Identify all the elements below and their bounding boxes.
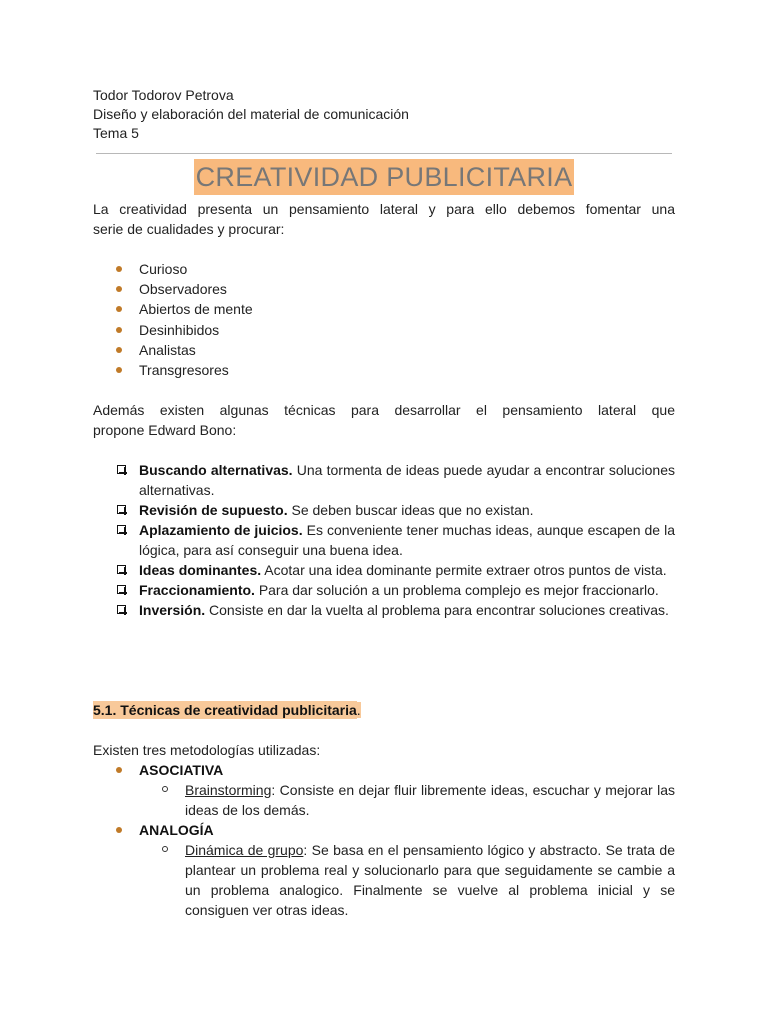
list-item-label: Observadores [139,281,227,298]
technique-item [93,600,675,620]
checkbox-icon [117,585,126,594]
bullet-icon [116,327,122,333]
technique-item [93,460,675,500]
technique-item [93,580,675,600]
intro-paragraph [93,199,675,239]
checkbox-icon [117,605,126,614]
bullet-icon [116,767,122,773]
topic-label: Tema 5 [93,125,139,141]
checkbox-icon [117,465,126,474]
technique-desc: Se deben buscar ideas que no existan. [291,502,534,518]
method-desc: : Se basa en el pensamiento lógico y abstracto. Se trata de plantear un problema real y solucionarlo para que seguidamente se cambie a un problema analogico. Finalmente se vuelve al problema inicial y se consiguen ver otras ideas. [185,842,675,918]
method-name: ANALOGÍA [139,822,214,838]
bullet-icon [116,286,122,292]
circle-bullet-icon [162,786,168,792]
checkbox-icon [117,505,126,514]
method-term: Brainstorming [185,782,272,798]
list-item-label: Curioso [139,261,188,277]
technique-term: Revisión de supuesto. [139,502,288,518]
list-item [93,320,253,340]
technique-term: Aplazamiento de juicios. [139,522,303,538]
method-desc: : Consiste en dejar fluir libremente ideas, escuchar y mejorar las ideas de los demás. [185,782,675,818]
technique-term: Buscando alternativas. [139,462,293,478]
technique-term: Ideas dominantes. [139,562,262,578]
bono-paragraph [93,400,675,440]
list-item [93,259,253,279]
technique-desc: Acotar una idea dominante permite extraer otros puntos de vista. [264,562,667,578]
method-heading [93,760,675,780]
document-header [93,86,675,143]
technique-item [93,560,675,580]
list-item [93,279,253,299]
bullet-icon [116,347,122,353]
section-heading-text: 5.1. Técnicas de creatividad publicitaria [93,702,357,718]
method-term: Dinámica de grupo [185,842,304,858]
method-detail [93,840,675,920]
list-item [93,299,253,319]
methodologies-intro: Existen tres metodologías utilizadas: [93,742,321,758]
header-divider [96,153,672,154]
techniques-list [93,460,675,620]
list-item-label: Analistas [139,341,196,358]
method-name: ASOCIATIVA [139,762,224,778]
bullet-icon [116,827,122,833]
bullet-icon [116,306,122,312]
technique-term: Inversión. [139,602,206,618]
list-item-label: Desinhibidos [139,321,220,338]
checkbox-icon [117,565,126,574]
list-item [93,340,253,360]
circle-bullet-icon [162,846,168,852]
technique-term: Fraccionamiento. [139,582,255,598]
page-title: CREATIVIDAD PUBLICITARIA [194,159,575,195]
methodologies [93,740,675,920]
list-item [93,360,253,380]
section-heading [93,699,361,721]
title-container [0,159,768,195]
technique-desc: Es conveniente tener muchas ideas, aunque escapen de la lógica, para así conseguir una buena idea. [139,522,675,558]
technique-desc: Una tormenta de ideas puede ayudar a encontrar soluciones alternativas. [139,462,675,498]
bullet-icon [116,367,122,373]
author-name: Todor Todorov Petrova [93,87,234,103]
bullet-icon [116,266,122,272]
technique-desc: Consiste en dar la vuelta al problema para encontrar soluciones creativas. [209,602,669,618]
intro-line-1: La creatividad presenta un pensamiento lateral y para ello debemos fomentar una [93,201,675,217]
section-heading-period: . [356,702,361,718]
technique-desc: Para dar solución a un problema complejo es mejor fraccionarlo. [258,582,659,598]
method-detail [93,780,675,820]
bono-line-2: propone Edward Bono: [93,422,237,438]
qualities-list [93,259,253,380]
course-name: Diseño y elaboración del material de comunicación [93,106,409,122]
bono-line-1: Además existen algunas técnicas para desarrollar el pensamiento lateral que [93,402,675,418]
technique-item [93,520,675,560]
list-item-label: Abiertos de mente [139,301,253,318]
intro-line-2: serie de cualidades y procurar: [93,221,285,237]
technique-item [93,500,675,520]
method-heading [93,820,675,840]
checkbox-icon [117,525,126,534]
list-item-label: Transgresores [139,361,229,378]
